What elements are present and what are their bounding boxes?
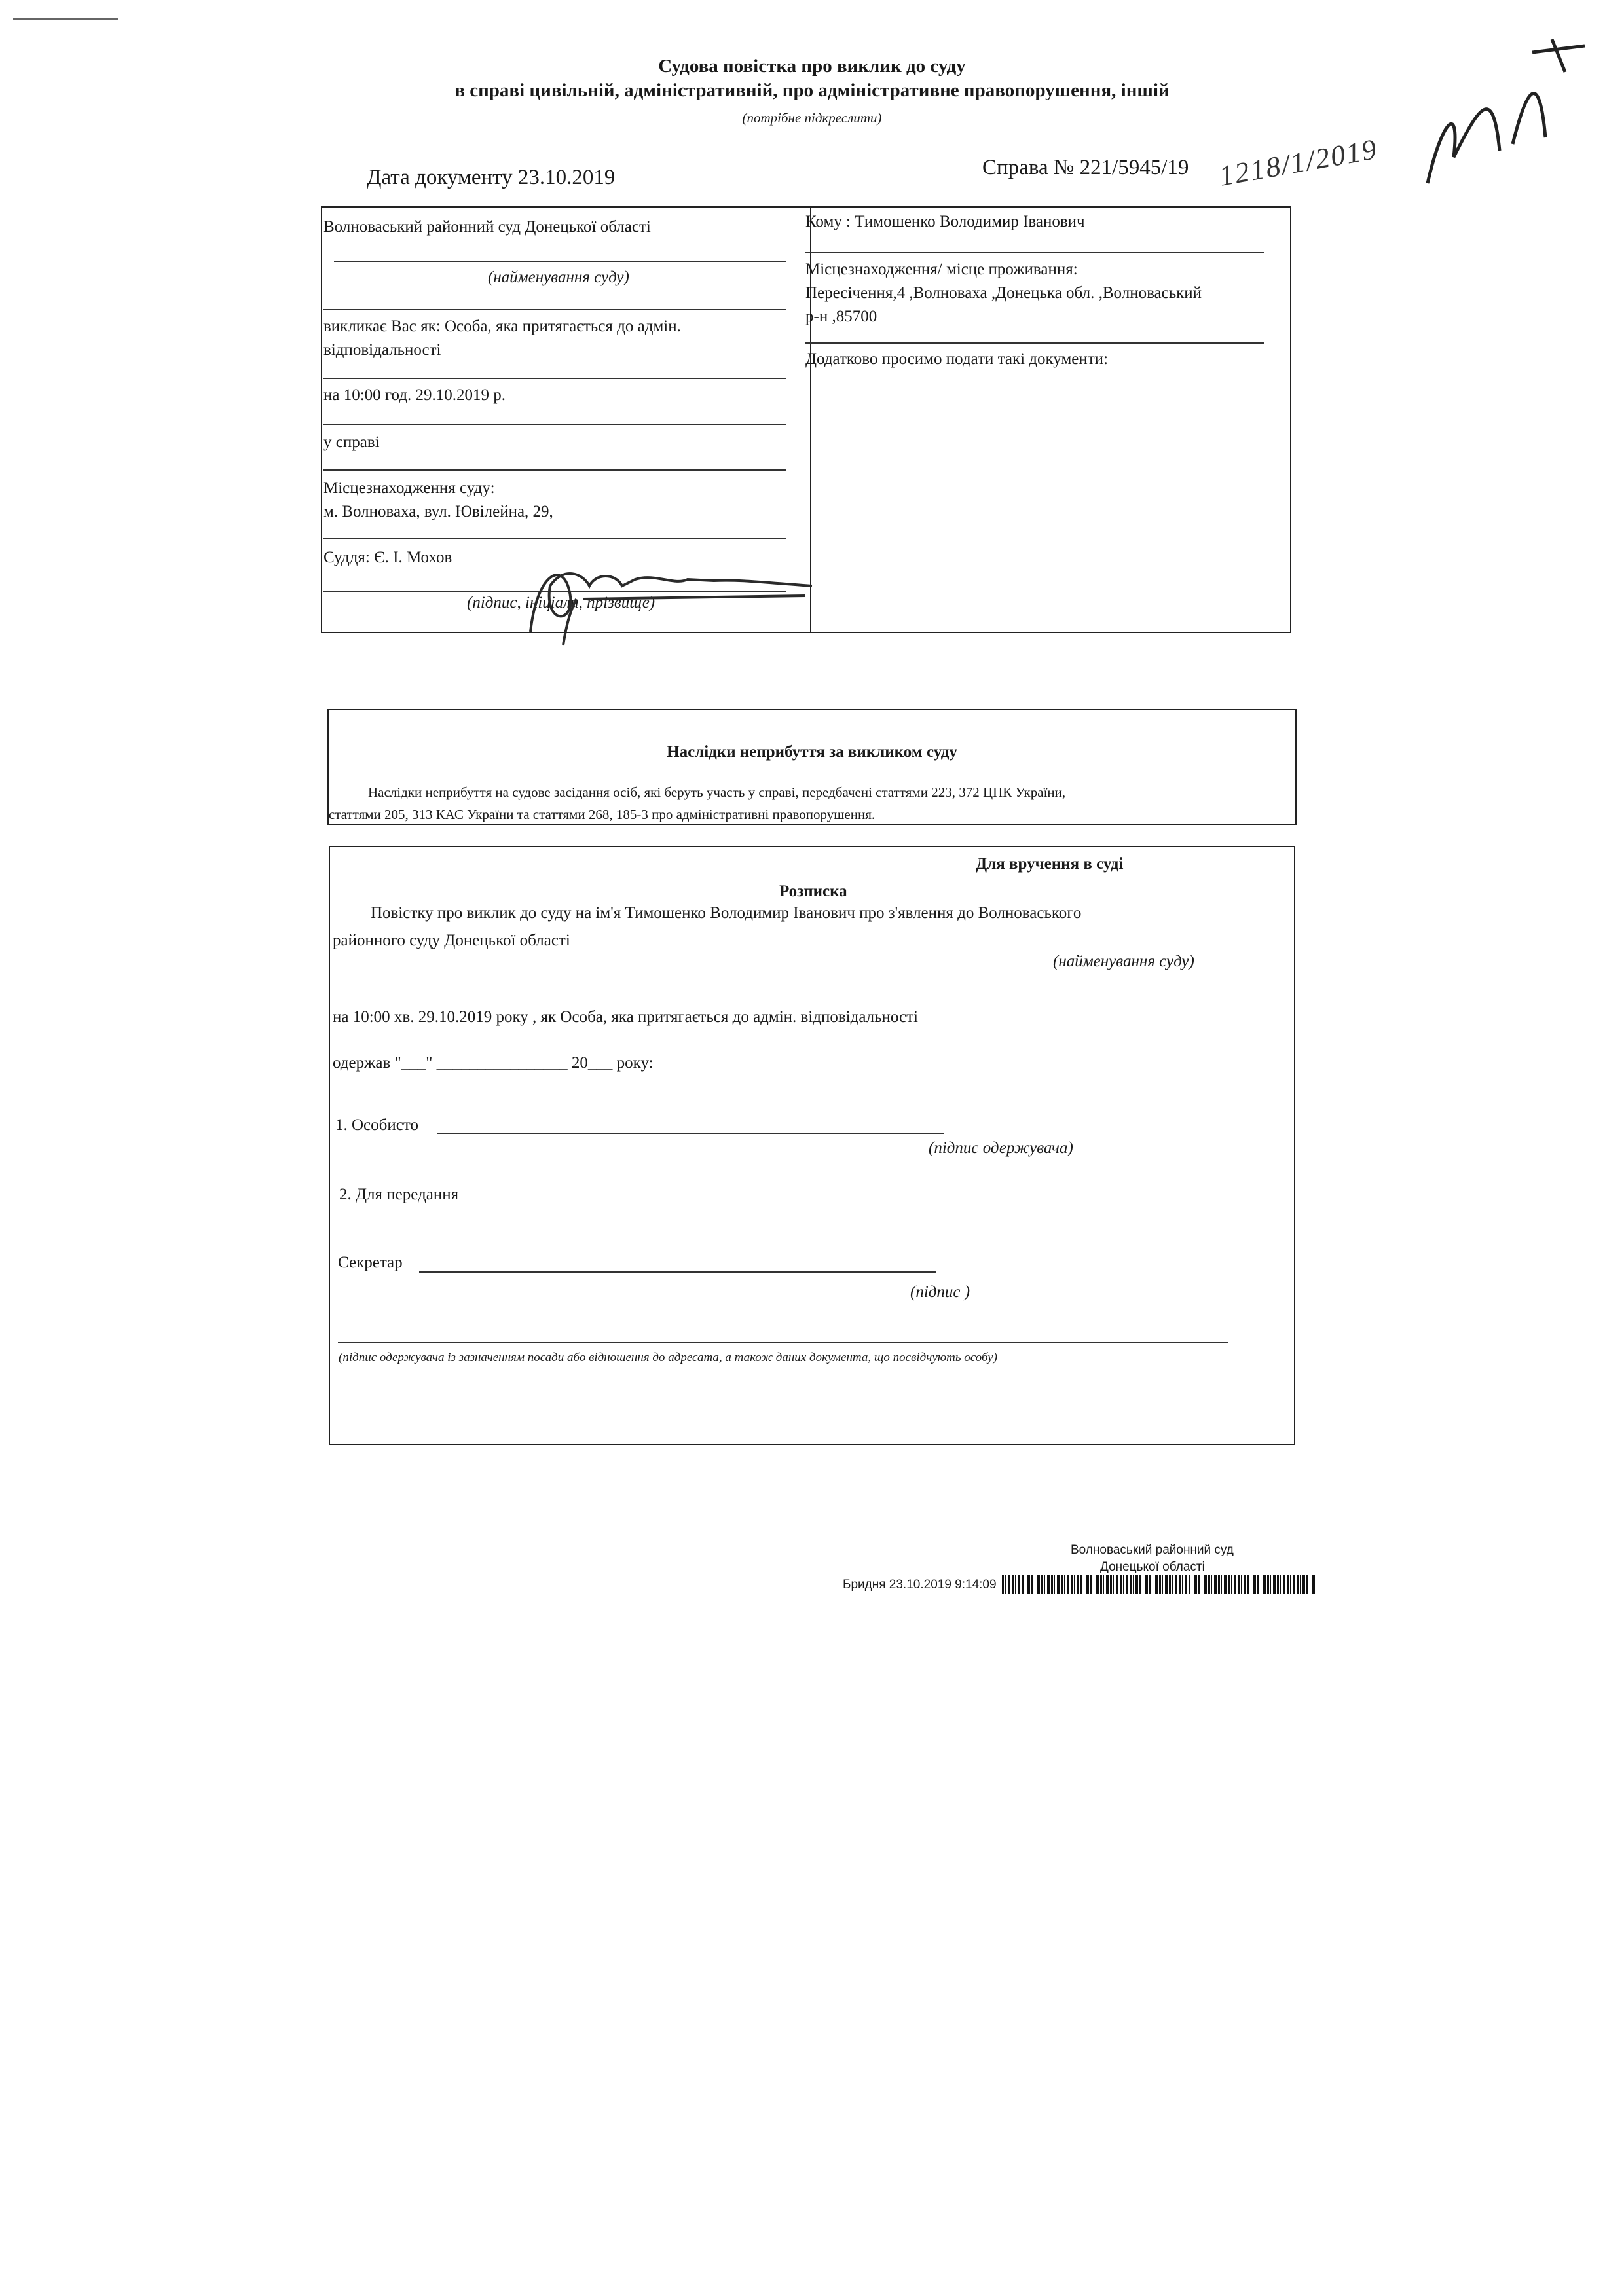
rule [419, 1271, 936, 1273]
bottom-note: (підпис одержувача із зазначенням посади або відношення до адресата, а також даних документа, що посвідчують особу) [339, 1351, 998, 1364]
rule [323, 309, 786, 310]
secretary-sign-note: (підпис ) [910, 1283, 970, 1301]
court-location: м. Волноваха, вул. Ювілейна, 29, [323, 503, 553, 520]
receipt-title: Розписка [779, 883, 847, 900]
rule [334, 261, 786, 262]
recipient-address: Пересічення,4 ,Волноваха ,Донецька обл. ,Волноваський [805, 284, 1202, 302]
secretary-label: Секретар [338, 1254, 403, 1271]
footer-printed: Бридня 23.10.2019 9:14:09 [843, 1578, 997, 1592]
rule [338, 1342, 1228, 1343]
court-name-note: (найменування суду) [488, 268, 629, 286]
document-subtitle: в справі цивільній, адміністративній, про адміністративне правопорушення, іншій [454, 80, 1170, 101]
rule [437, 1133, 944, 1134]
court-name: Волноваський районний суд Донецької області [323, 218, 651, 236]
document-title: Судова повістка про виклик до суду [658, 56, 966, 77]
rule [805, 252, 1264, 253]
barcode [1002, 1575, 1316, 1594]
location-label: Місцезнаходження/ місце проживання: [805, 261, 1078, 278]
judge-name: Суддя: Є. І. Мохов [323, 549, 452, 566]
rule [323, 469, 786, 471]
recipient-sign-note: (підпис одержувача) [929, 1139, 1073, 1157]
summons-as-cont: відповідальності [323, 341, 441, 359]
recipient-address-cont: р-н ,85700 [805, 308, 877, 325]
case-number: Справа № 221/5945/19 [982, 156, 1189, 179]
personally-label: 1. Особисто [335, 1116, 418, 1134]
for-transfer-label: 2. Для передання [339, 1186, 459, 1203]
court-location-label: Місцезнаходження суду: [323, 479, 495, 497]
footer-court: Волноваський районний суд [1071, 1543, 1234, 1557]
receipt-line: Повістку про виклик до суду на ім'я Тимошенко Володимир Іванович про з'явлення до Волноваського [371, 904, 1082, 922]
document-date: Дата документу 23.10.2019 [367, 166, 616, 189]
rule [805, 342, 1264, 344]
rule [323, 378, 786, 379]
in-case-label: у справі [323, 433, 380, 451]
top-rule [13, 18, 118, 20]
handwritten-mark [1401, 26, 1598, 196]
receipt-line-cont: районного суду Донецької області [333, 932, 570, 949]
judge-signature [504, 534, 825, 651]
recipient: Кому : Тимошенко Володимир Іванович [805, 213, 1085, 230]
rule [323, 424, 786, 425]
title-note: (потрібне підкреслити) [742, 110, 882, 126]
consequences-text: Наслідки неприбуття на судове засідання осіб, які беруть участь у справі, передбачені статтями 223, 372 ЦПК України, [368, 784, 1066, 800]
receipt-time: на 10:00 хв. 29.10.2019 року , як Особа, яка притягається до адмін. відповідальності [333, 1008, 919, 1026]
footer-region: Донецької області [1100, 1560, 1205, 1574]
for-court-label: Для вручення в суді [976, 855, 1124, 873]
received-line: одержав "___" ________________ 20___ року: [333, 1054, 654, 1072]
summons-as: викликає Вас як: Особа, яка притягається до адмін. [323, 318, 681, 335]
additional-docs: Додатково просимо подати такі документи: [805, 350, 1109, 368]
consequences-text-cont: статтями 205, 313 КАС України та статтями 268, 185-3 про адміністративні правопорушення. [329, 807, 876, 822]
hearing-time: на 10:00 год. 29.10.2019 р. [323, 386, 506, 404]
signature-note: (підпис, ініціали, прізвище) [467, 594, 655, 611]
receipt-court-note: (найменування суду) [1053, 953, 1194, 970]
consequences-title: Наслідки неприбуття за викликом суду [667, 743, 957, 761]
handwritten-case-number: 1218/1/2019 [1217, 132, 1380, 192]
